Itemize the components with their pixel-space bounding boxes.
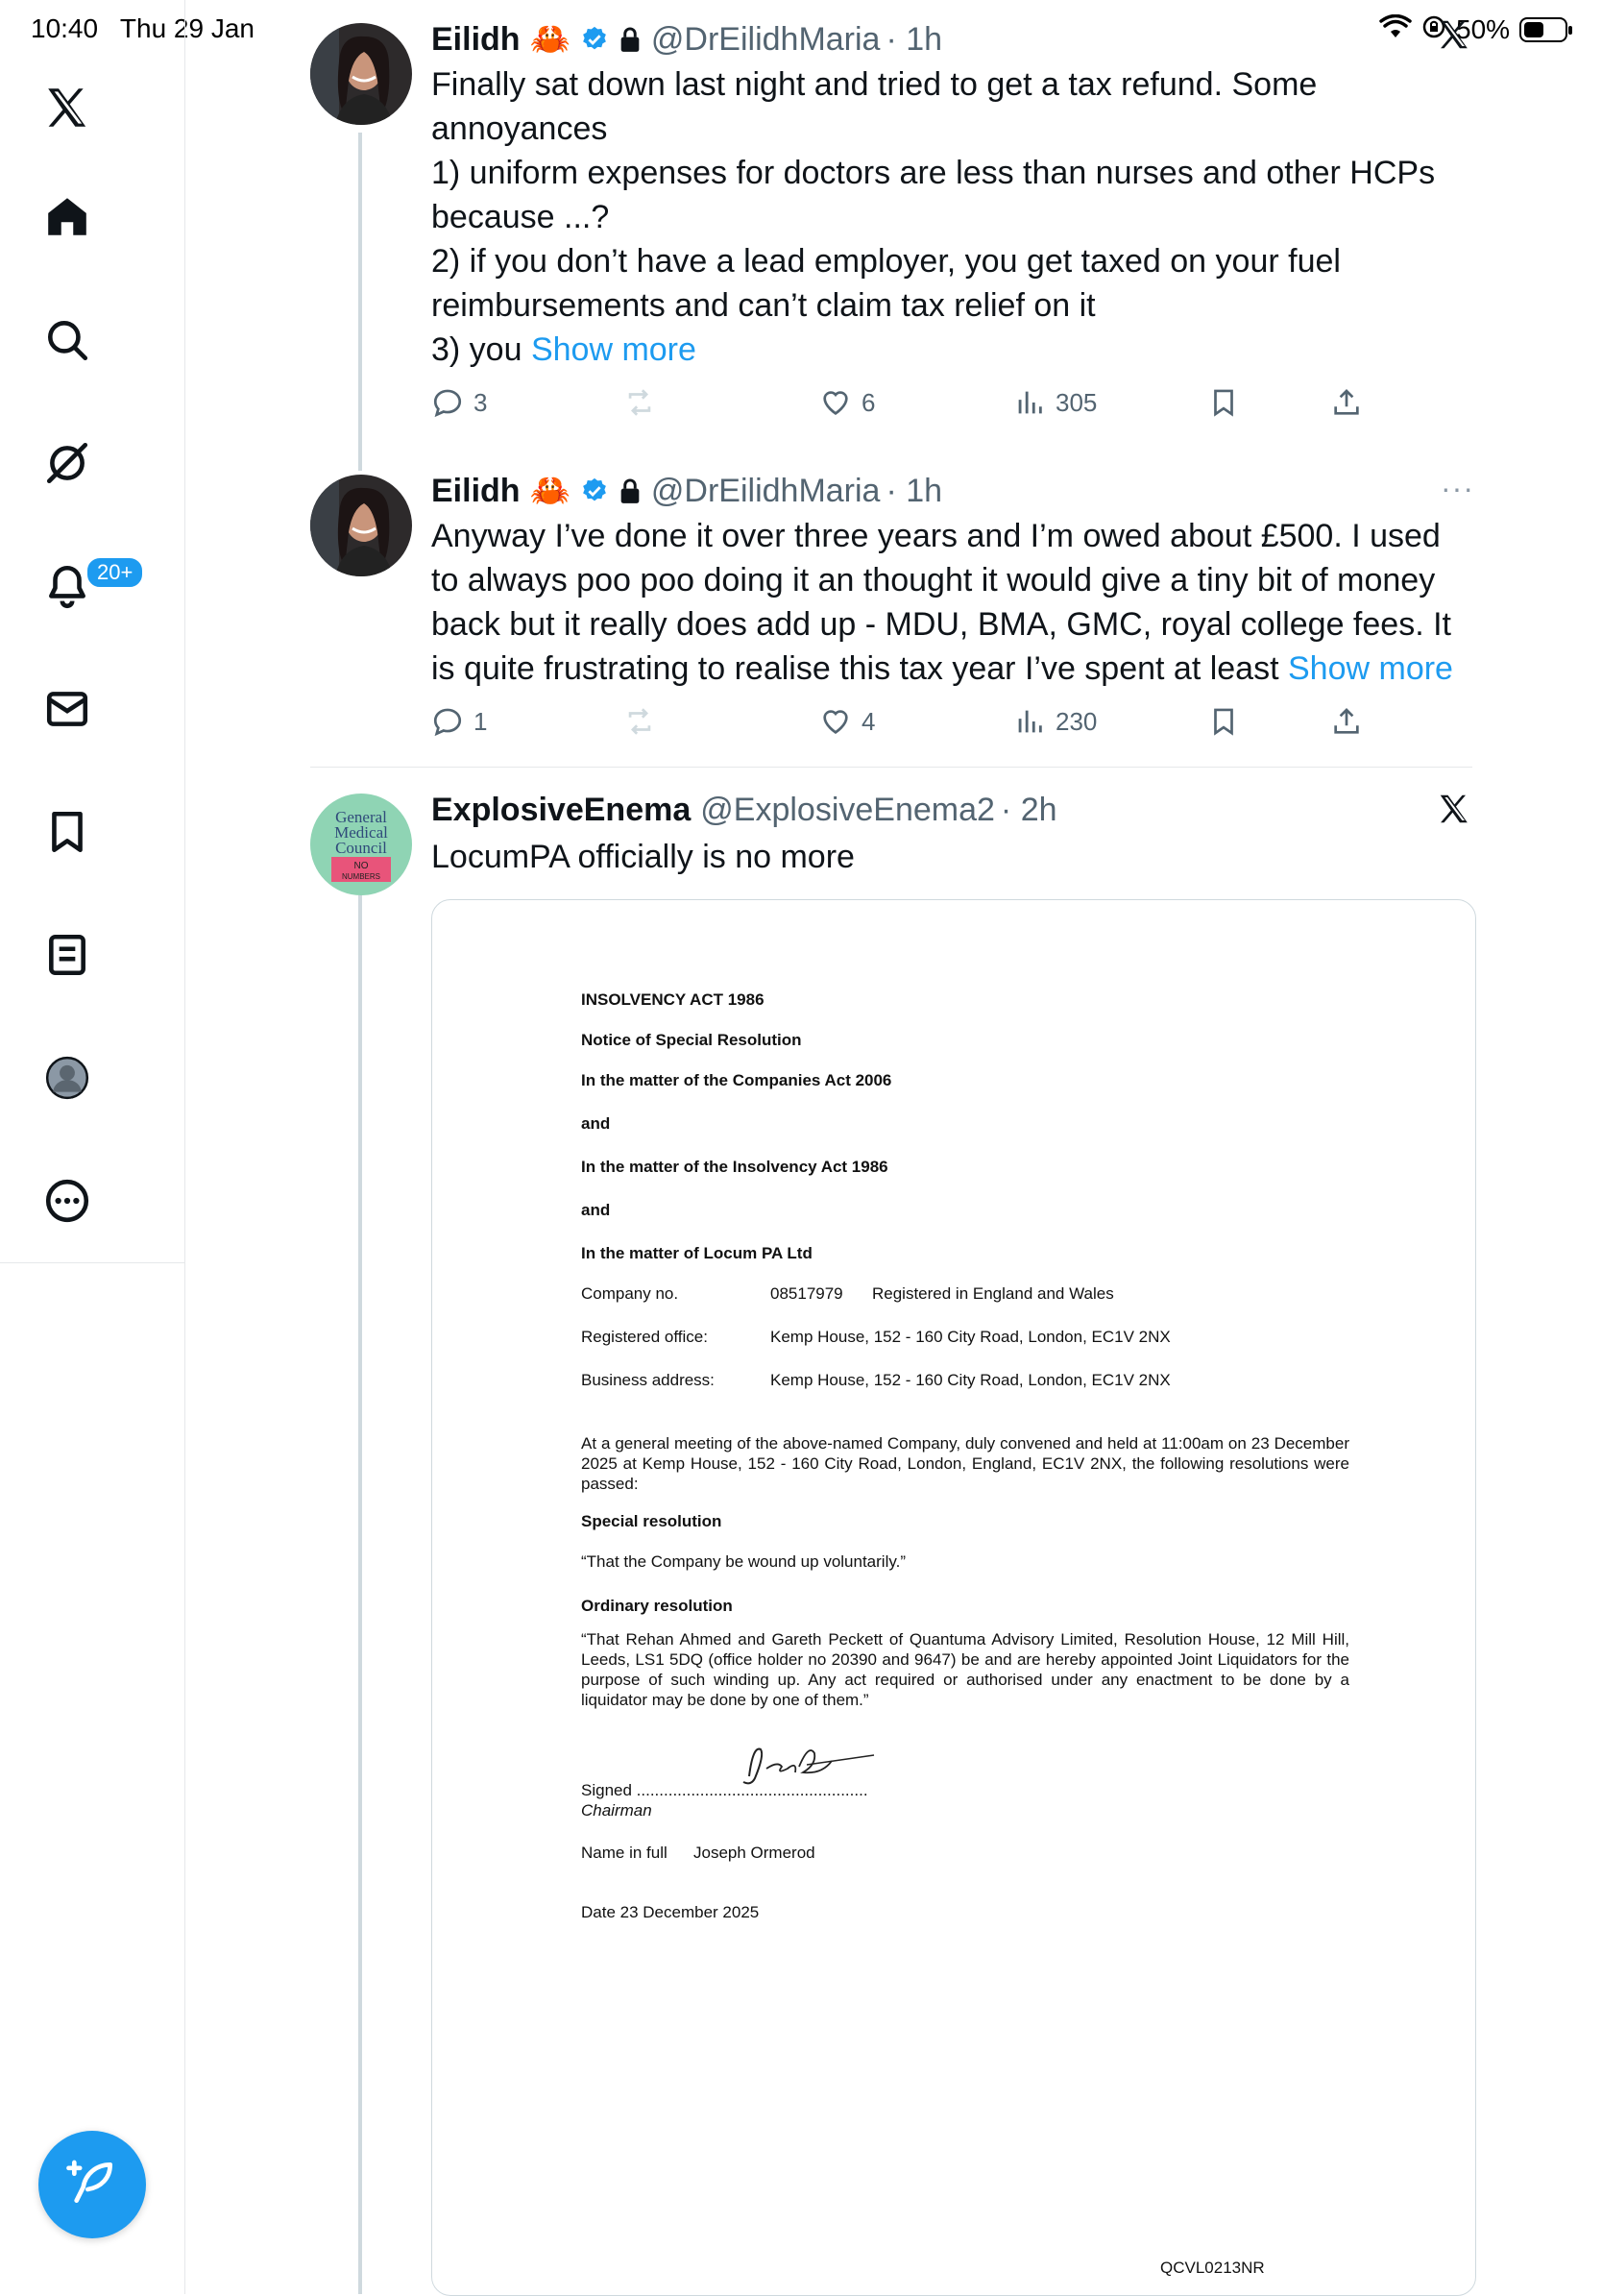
tweet-actions	[431, 386, 1392, 430]
share-button[interactable]	[1330, 705, 1363, 738]
tweet-text	[431, 514, 1468, 691]
avatar-icon[interactable]	[19, 1030, 115, 1126]
x-logo-icon[interactable]	[19, 60, 115, 156]
tweet-header	[431, 788, 1057, 832]
tweet-line: to always poo poo doing it an thought it would give a tiny bit of money	[431, 562, 1436, 598]
heart-icon	[819, 386, 852, 419]
tweet-header	[431, 469, 942, 513]
thread-connector	[358, 895, 362, 2294]
battery-level	[1524, 22, 1543, 37]
doc-label: Registered office:	[581, 1328, 708, 1346]
doc-matter: In the matter of the Companies Act 2006	[581, 1071, 892, 1089]
doc-title: INSOLVENCY ACT 1986	[581, 990, 765, 1009]
display-name[interactable]: Eilidh	[431, 472, 521, 509]
resolution-document	[432, 900, 1475, 2295]
doc-value: 08517979	[770, 1284, 843, 1303]
more-circle-icon[interactable]	[19, 1153, 115, 1249]
tweet-line: annoyances	[431, 110, 608, 147]
thread-connector	[358, 133, 362, 471]
doc-label: Business address:	[581, 1371, 715, 1389]
display-name[interactable]: ExplosiveEnema	[431, 791, 692, 828]
avatar-text: NUMBERS	[341, 872, 381, 881]
tweet-line: Finally sat down last night and tried to get a tax refund. Some	[431, 66, 1318, 103]
doc-notice: Notice of Special Resolution	[581, 1031, 802, 1049]
bookmark-icon	[1207, 705, 1240, 738]
doc-matter: In the matter of the Insolvency Act 1986	[581, 1158, 888, 1176]
compose-button[interactable]	[38, 2131, 146, 2238]
tweet-line: back but it really does add up - MDU, BMA, GMC, royal college fees. It	[431, 606, 1451, 643]
tweet-header	[431, 17, 942, 61]
tweet-line: reimbursements and can’t claim tax relief on it	[431, 287, 1096, 324]
search-icon[interactable]	[19, 292, 115, 388]
avatar[interactable]	[310, 794, 412, 895]
tweet-text	[431, 62, 1468, 372]
like-button[interactable]	[819, 705, 875, 738]
bookmark-button[interactable]	[1207, 386, 1240, 419]
doc-signed: Signed ...................................................	[581, 1781, 868, 1799]
view-count: 305	[1056, 387, 1098, 417]
attached-image[interactable]	[431, 899, 1476, 2296]
repost-icon	[623, 705, 656, 738]
doc-value: Kemp House, 152 - 160 City Road, London, EC1V 2NX	[770, 1328, 1171, 1346]
views-button[interactable]	[1013, 386, 1097, 419]
x-logo-icon	[1437, 792, 1471, 831]
verified-badge-icon	[580, 476, 609, 505]
reply-count: 3	[473, 387, 488, 417]
timestamp[interactable]: · 1h	[886, 20, 943, 58]
show-more-link[interactable]: Show more	[530, 331, 696, 368]
doc-label: Name in full	[581, 1844, 668, 1862]
doc-reference: QCVL0213NR	[1160, 2259, 1265, 2277]
tweet-line: because ...?	[431, 199, 610, 235]
tweet-divider	[310, 767, 1472, 768]
avatar[interactable]	[310, 23, 412, 125]
grok-icon[interactable]	[19, 415, 115, 511]
like-count: 4	[862, 706, 876, 736]
doc-and: and	[581, 1201, 611, 1219]
doc-value: Registered in England and Wales	[872, 1284, 1114, 1303]
doc-and: and	[581, 1114, 611, 1133]
bookmark-button[interactable]	[1207, 705, 1240, 738]
battery-percent: 50%	[1456, 14, 1511, 44]
reply-icon	[431, 705, 464, 738]
sidebar-divider	[0, 1262, 184, 1263]
repost-button[interactable]	[623, 705, 656, 738]
lock-icon	[619, 477, 642, 504]
doc-value: Joseph Ormerod	[693, 1844, 815, 1862]
mail-icon[interactable]	[19, 661, 115, 757]
status-time: 10:40 Thu 29 Jan	[31, 13, 255, 43]
sidebar	[0, 0, 185, 2294]
tweet-line: Anyway I’ve done it over three years and I’m owed about £500. I used	[431, 518, 1441, 554]
views-button[interactable]	[1013, 705, 1097, 738]
doc-matter: In the matter of Locum PA Ltd	[581, 1244, 813, 1262]
view-count: 230	[1056, 706, 1098, 736]
doc-paragraph: “That Rehan Ahmed and Gareth Peckett of Quantuma Advisory Limited, Resolution House, 12 Mill Hill, Leeds, LS1 5DQ (office holder no 20390 and 9647) be and are hereby appointed Joint Liquidators for the purpose of such winding up. Any act required or authorised under any enactment to be done by a liquidator may be done by one of them.”	[581, 1630, 1349, 1709]
doc-heading: Special resolution	[581, 1512, 722, 1530]
doc-heading: Ordinary resolution	[581, 1597, 733, 1615]
like-count: 6	[862, 387, 876, 417]
verified-badge-icon	[580, 25, 609, 54]
doc-paragraph: “That the Company be wound up voluntarily.”	[581, 1552, 906, 1571]
status-icons	[1379, 13, 1567, 46]
avatar[interactable]	[310, 475, 412, 576]
tweet-line: 3) you	[431, 331, 531, 368]
share-icon	[1330, 386, 1363, 419]
avatar-text: NO	[353, 861, 369, 871]
battery-icon	[1519, 17, 1567, 42]
tweet-line: LocumPA officially is no more	[431, 839, 855, 875]
avatar-text: General	[335, 808, 387, 826]
repost-button[interactable]	[623, 386, 656, 419]
share-icon	[1330, 705, 1363, 738]
doc-value: Kemp House, 152 - 160 City Road, London, EC1V 2NX	[770, 1371, 1171, 1389]
lock-icon	[619, 26, 642, 53]
reply-button[interactable]	[431, 386, 487, 419]
doc-label: Company no.	[581, 1284, 679, 1303]
tweet-actions	[431, 705, 1392, 749]
notification-badge: 20+	[85, 555, 145, 590]
compose-feather-icon	[65, 2156, 119, 2214]
list-icon[interactable]	[19, 907, 115, 1003]
display-name[interactable]: Eilidh	[431, 20, 521, 58]
handle[interactable]: @DrEilidhMaria	[650, 20, 881, 58]
doc-paragraph: At a general meeting of the above-named Company, duly convened and held at 11:00am on 23 December 2025 at Kemp House, 152 - 160 City Road, London, England, EC1V 2NX, the following resolutions were passed:	[581, 1434, 1349, 1493]
doc-date: Date 23 December 2025	[581, 1903, 760, 1921]
heart-icon	[819, 705, 852, 738]
x-logo-icon	[1437, 17, 1471, 57]
wifi-icon	[1379, 14, 1412, 46]
repost-icon	[623, 386, 656, 419]
like-button[interactable]	[819, 386, 875, 419]
reply-count: 1	[473, 706, 488, 736]
bookmark-icon[interactable]	[19, 784, 115, 880]
share-button[interactable]	[1330, 386, 1363, 419]
crab-emoji: 🦀	[529, 21, 570, 58]
crab-emoji: 🦀	[529, 473, 570, 509]
tweet-line: is quite frustrating to realise this tax year I’ve spent at least	[431, 650, 1288, 687]
views-icon	[1013, 386, 1046, 419]
reply-button[interactable]	[431, 705, 487, 738]
more-options-button[interactable]: ···	[1441, 471, 1474, 505]
bookmark-icon	[1207, 386, 1240, 419]
tweet-line: 1) uniform expenses for doctors are less than nurses and other HCPs	[431, 155, 1436, 191]
doc-chairman: Chairman	[581, 1801, 652, 1820]
show-more-link[interactable]: Show more	[1288, 650, 1453, 687]
timestamp[interactable]: · 1h	[886, 472, 943, 509]
handle[interactable]: @DrEilidhMaria	[650, 472, 881, 509]
views-icon	[1013, 705, 1046, 738]
handle[interactable]: @ExplosiveEnema2	[700, 791, 995, 828]
home-icon[interactable]	[19, 169, 115, 265]
avatar-text: Medical	[334, 823, 388, 842]
tweet-text	[431, 835, 1468, 879]
reply-icon	[431, 386, 464, 419]
timestamp[interactable]: · 2h	[1000, 791, 1057, 828]
avatar-text: Council	[335, 839, 387, 857]
tweet-line: 2) if you don’t have a lead employer, you get taxed on your fuel	[431, 243, 1341, 280]
